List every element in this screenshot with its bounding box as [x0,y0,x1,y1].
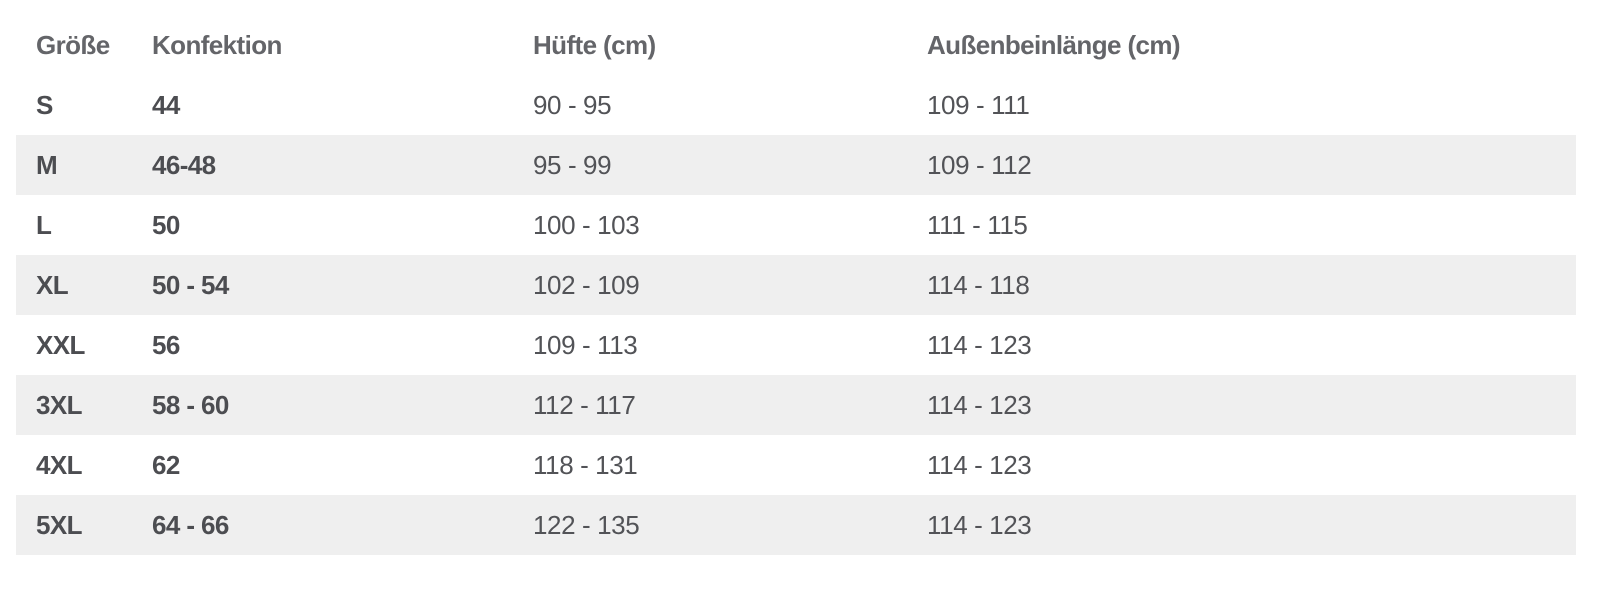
cell-size: XXL [36,329,85,360]
cell-huefte: 95 - 99 [533,149,612,180]
table-row [16,195,1576,255]
table-body [16,75,1576,555]
cell-konfektion: 56 [152,329,180,360]
cell-aussenbeinlaenge: 111 - 115 [927,209,1028,240]
column-header-konfektion: Konfektion [152,30,282,60]
cell-huefte: 102 - 109 [533,269,640,300]
cell-konfektion: 64 - 66 [152,509,229,540]
table-header-row [16,16,1576,75]
column-header-huefte: Hüfte (cm) [533,30,656,60]
cell-konfektion: 50 - 54 [152,269,229,300]
cell-konfektion: 50 [152,209,180,240]
table-row [16,315,1576,375]
cell-aussenbeinlaenge: 114 - 123 [927,389,1032,420]
cell-huefte: 109 - 113 [533,329,638,360]
cell-huefte: 122 - 135 [533,509,640,540]
table-header [16,16,1576,75]
cell-konfektion: 62 [152,449,180,480]
cell-huefte: 118 - 131 [533,449,638,480]
table-row [16,375,1576,435]
cell-size: L [36,209,52,240]
cell-aussenbeinlaenge: 114 - 118 [927,269,1030,300]
cell-konfektion: 44 [152,89,180,120]
table-row [16,135,1576,195]
column-header-aussenbeinlaenge: Außenbeinlänge (cm) [927,30,1180,60]
cell-konfektion: 58 - 60 [152,389,229,420]
table-row [16,435,1576,495]
size-chart-page [0,16,1614,590]
table-row [16,495,1576,555]
cell-aussenbeinlaenge: 114 - 123 [927,509,1032,540]
cell-huefte: 112 - 117 [533,389,636,420]
cell-size: 5XL [36,509,82,540]
cell-size: XL [36,269,69,300]
cell-konfektion: 46-48 [152,149,216,180]
cell-size: S [36,89,53,120]
table-row [16,75,1576,135]
cell-aussenbeinlaenge: 109 - 111 [927,89,1030,120]
cell-aussenbeinlaenge: 109 - 112 [927,149,1032,180]
cell-aussenbeinlaenge: 114 - 123 [927,449,1032,480]
size-table [16,16,1576,555]
cell-size: M [36,149,58,180]
cell-size: 4XL [36,449,82,480]
table-row [16,255,1576,315]
cell-size: 3XL [36,389,82,420]
column-header-groesse: Größe [36,30,110,60]
cell-huefte: 100 - 103 [533,209,640,240]
cell-huefte: 90 - 95 [533,89,612,120]
cell-aussenbeinlaenge: 114 - 123 [927,329,1032,360]
